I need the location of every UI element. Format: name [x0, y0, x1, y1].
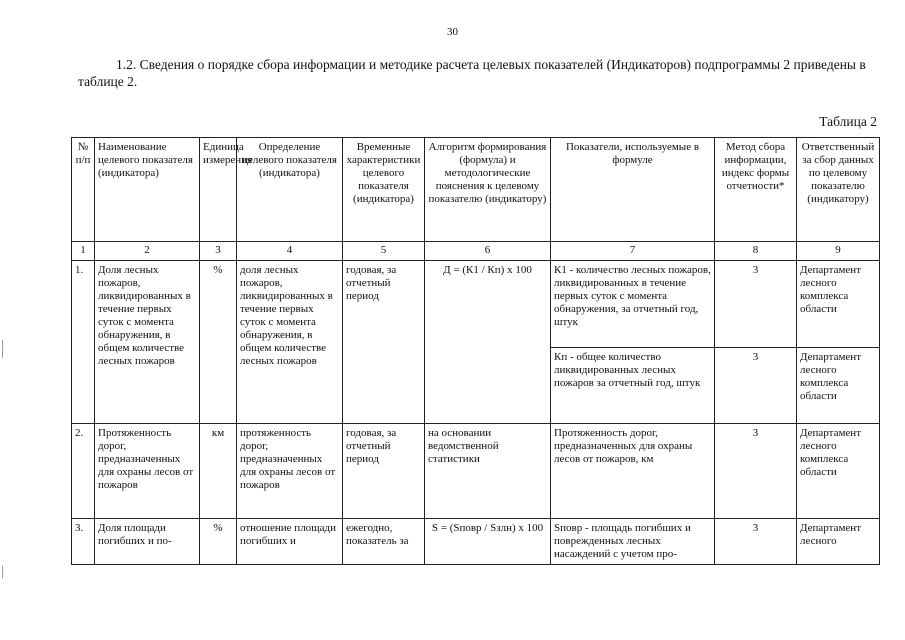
unit: % [200, 261, 237, 424]
intro-paragraph: 1.2. Сведения о порядке сбора информации и методике расчета целевых показателей (Индикаторов) подпрограммы 2 приведены в таблице 2. [78, 57, 866, 89]
unit: км [200, 424, 237, 519]
row-number: 1. [72, 261, 95, 424]
responsible: Департамент лесного комплекса области [797, 261, 880, 348]
column-number-row [72, 242, 880, 261]
formula-indicator: Кп - общее количество ликвидированных лесных пожаров за отчетный год, штук [551, 348, 715, 424]
table-row [72, 519, 880, 565]
column-number: 8 [715, 242, 797, 261]
indicator-name: Доля лесных пожаров, ликвидированных в течение первых суток с момента обнаружения, в общем количестве лесных пожаров [95, 261, 200, 424]
header-row [72, 138, 880, 242]
collection-method: 3 [715, 519, 797, 565]
indicator-name: Протяженность дорог, предназначенных для охраны лесов от пожаров [95, 424, 200, 519]
time-characteristics: годовая, за отчетный период [343, 261, 425, 424]
time-characteristics: ежегодно, показатель за [343, 519, 425, 565]
column-number: 2 [95, 242, 200, 261]
header-cell-name: Наименование целевого показателя (индикатора) [95, 138, 200, 242]
header-cell-definition: Определение целевого показателя (индикатора) [237, 138, 343, 242]
row-number: 3. [72, 519, 95, 565]
column-number: 9 [797, 242, 880, 261]
unit: % [200, 519, 237, 565]
responsible: Департамент лесного [797, 519, 880, 565]
scan-mark [2, 340, 3, 358]
header-cell-formula: Алгоритм формирования (формула) и методологические пояснения к целевому показателю (индикатору) [425, 138, 551, 242]
definition: доля лесных пожаров, ликвидированных в течение первых суток с момента обнаружения, в общем количестве лесных пожаров [237, 261, 343, 424]
definition: протяженность дорог, предназначенных для охраны лесов от пожаров [237, 424, 343, 519]
table-row [72, 261, 880, 348]
indicators-table [71, 137, 880, 565]
header-cell-method: Метод сбора информации, индекс формы отчетности* [715, 138, 797, 242]
formula: Д = (К1 / Кп) х 100 [425, 261, 551, 424]
collection-method: 3 [715, 424, 797, 519]
collection-method: 3 [715, 348, 797, 424]
formula-indicator: К1 - количество лесных пожаров, ликвидированных в течение первых суток с момента обнаружения, за отчетный год, штук [551, 261, 715, 348]
header-cell-time: Временные характеристики целевого показателя (индикатора) [343, 138, 425, 242]
column-number: 7 [551, 242, 715, 261]
formula: S = (Sповр / Sзлн) х 100 [425, 519, 551, 565]
responsible: Департамент лесного комплекса области [797, 348, 880, 424]
table-title: Таблица 2 [819, 114, 877, 129]
column-number: 3 [200, 242, 237, 261]
formula-indicator: Протяженность дорог, предназначенных для охраны лесов от пожаров, км [551, 424, 715, 519]
column-number: 5 [343, 242, 425, 261]
scan-mark [2, 566, 3, 578]
header-cell-indicators: Показатели, используемые в формуле [551, 138, 715, 242]
definition: отношение площади погибших и [237, 519, 343, 565]
time-characteristics: годовая, за отчетный период [343, 424, 425, 519]
indicator-name: Доля площади погибших и по- [95, 519, 200, 565]
column-number: 1 [72, 242, 95, 261]
header-cell-unit: Единица измерения [200, 138, 237, 242]
header-cell-responsible: Ответственный за сбор данных по целевому показателю (индикатору) [797, 138, 880, 242]
column-number: 6 [425, 242, 551, 261]
header-cell-num: № п/п [72, 138, 95, 242]
formula: на основании ведомственной статистики [425, 424, 551, 519]
page-number: 30 [447, 26, 458, 38]
table-row [72, 424, 880, 519]
collection-method: 3 [715, 261, 797, 348]
formula-indicator: Sповр - площадь погибших и поврежденных лесных насаждений с учетом про- [551, 519, 715, 565]
column-number: 4 [237, 242, 343, 261]
responsible: Департамент лесного комплекса области [797, 424, 880, 519]
row-number: 2. [72, 424, 95, 519]
